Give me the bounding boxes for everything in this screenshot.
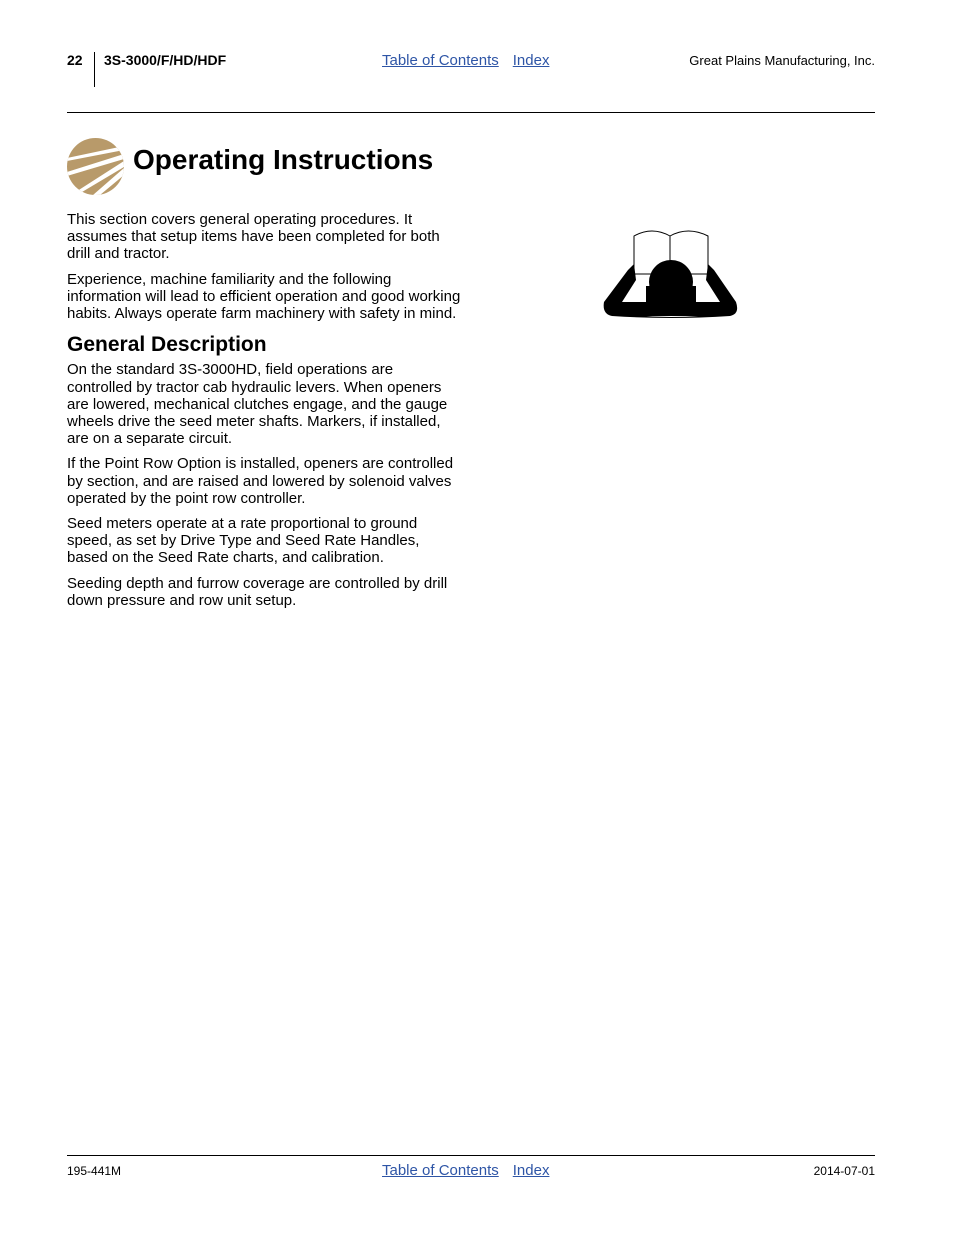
section-subheading: General Description bbox=[67, 333, 267, 357]
header-nav bbox=[382, 52, 563, 69]
intro-paragraph: Experience, machine familiarity and the following information will lead to efficient operation and good working habits. Always operate farm machinery with safety in mind. bbox=[67, 270, 461, 323]
toc-link[interactable]: Table of Contents bbox=[382, 52, 499, 69]
body-paragraph: On the standard 3S-3000HD, field operations are controlled by tractor cab hydraulic levers. When openers are lowered, mechanical clutches engage, and the gauge wheels drive the seed meter shafts. Markers, if installed, are on a separate circuit. bbox=[67, 361, 448, 448]
page-title: Operating Instructions bbox=[133, 144, 434, 175]
document-id: 195-441M bbox=[67, 1164, 122, 1178]
toc-link[interactable]: Table of Contents bbox=[382, 1162, 499, 1179]
person-reading-manual-icon bbox=[602, 224, 740, 322]
footer-rule bbox=[67, 1155, 875, 1156]
index-link[interactable]: Index bbox=[512, 1162, 550, 1179]
index-link[interactable]: Index bbox=[512, 52, 550, 69]
model-name: 3S-3000/F/HD/HDF bbox=[104, 52, 227, 68]
intro-paragraph: This section covers general operating procedures. It assumes that setup items have been completed for both drill and tractor. bbox=[67, 211, 440, 263]
header-rule bbox=[67, 112, 875, 113]
body-paragraph: Seeding depth and furrow coverage are controlled by drill down pressure and row unit setup. bbox=[67, 574, 448, 609]
company-name: Great Plains Manufacturing, Inc. bbox=[689, 53, 875, 68]
publication-date: 2014-07-01 bbox=[813, 1164, 875, 1178]
page-number: 22 bbox=[67, 52, 83, 68]
header-divider bbox=[94, 52, 95, 87]
body-paragraph: Seed meters operate at a rate proportional to ground speed, as set by Drive Type and Seed Rate Handles, based on the Seed Rate charts, and calibration. bbox=[67, 515, 420, 567]
main-content bbox=[67, 211, 462, 617]
footer-nav bbox=[382, 1162, 563, 1179]
great-plains-sunrise-logo-icon bbox=[67, 138, 124, 195]
body-paragraph: If the Point Row Option is installed, openers are controlled by section, and are raised and lowered by solenoid valves operated by the point row controller. bbox=[67, 455, 454, 507]
